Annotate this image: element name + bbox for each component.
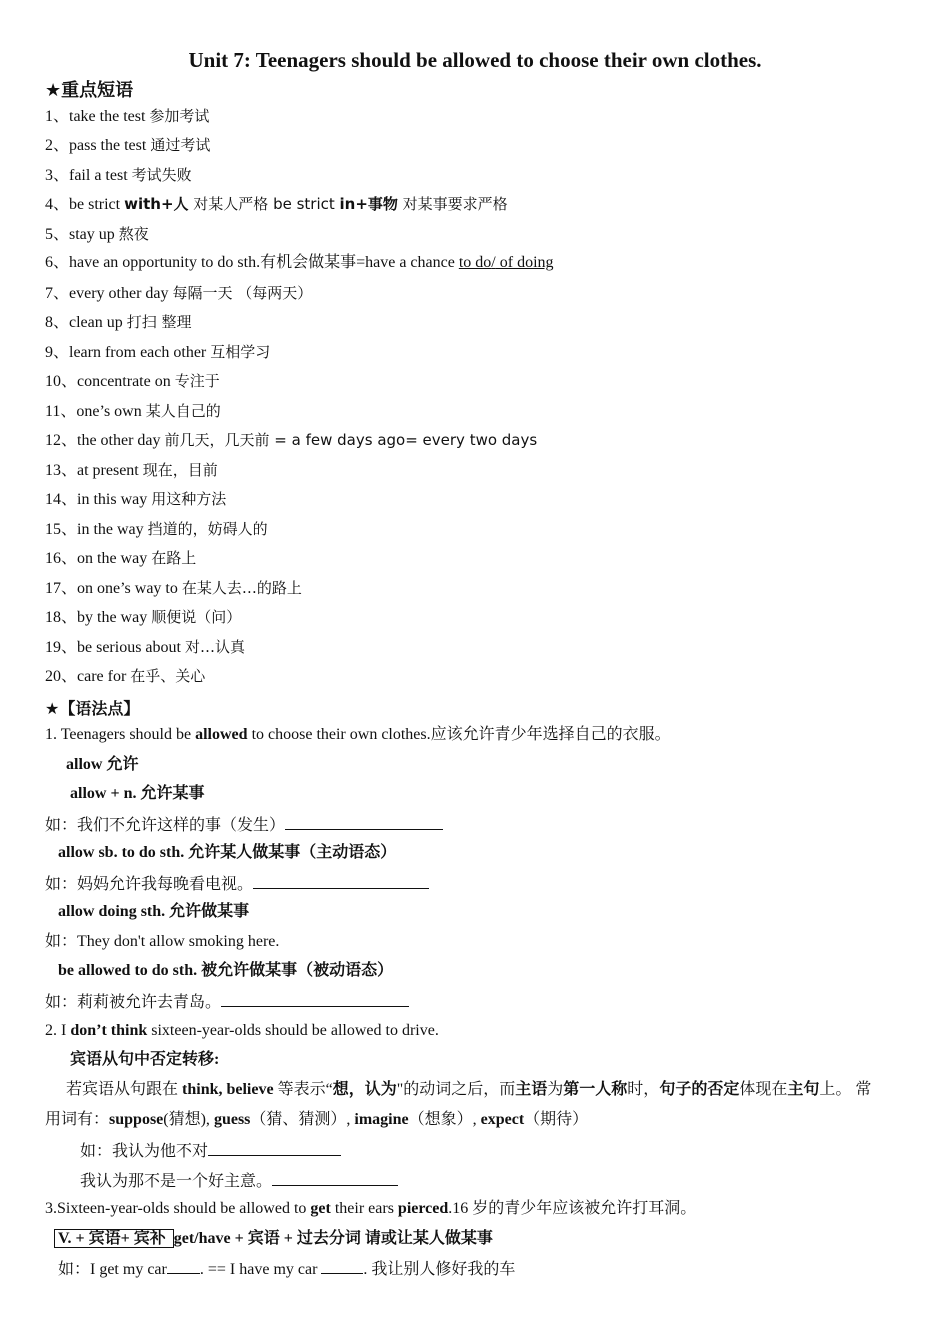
list-item: 4、be strict with+人 对某人严格 be strict in+事物 对某事要求严格 (45, 195, 508, 213)
answer-blank[interactable] (208, 1139, 341, 1156)
example-line: 如：I get my car . == I have my car . 我让别人修好我的车 (58, 1257, 515, 1281)
list-item: 14、in this way 用这种方法 (45, 490, 227, 508)
subheading-negation: 宾语从句中否定转移: (70, 1051, 220, 1068)
example-line: 如：莉莉被允许去青岛。 (45, 990, 409, 1014)
list-item: 17、on one’s way to 在某人去…的路上 (45, 579, 302, 597)
rule-be-allowed: be allowed to do sth. 被允许做某事（被动语态） (58, 962, 394, 979)
answer-blank[interactable] (167, 1257, 200, 1274)
answer-blank[interactable] (285, 813, 443, 830)
list-item: 18、by the way 顺便说（问） (45, 608, 242, 626)
list-item: 13、at present 现在，目前 (45, 461, 218, 479)
list-item: 16、on the way 在路上 (45, 549, 197, 567)
rule-allow-n: allow + n. 允许某事 (70, 785, 205, 802)
list-item: 7、every other day 每隔一天 （每两天） (45, 284, 313, 302)
grammar-point-3: 3.Sixteen-year-olds should be allowed to get their ears pierced.16 岁的青少年应该被允许打耳洞。 (45, 1200, 697, 1217)
list-item: 11、one’s own 某人自己的 (45, 402, 221, 420)
rule-allow: allow 允许 (66, 756, 139, 773)
answer-blank[interactable] (253, 872, 429, 889)
list-item: 19、be serious about 对…认真 (45, 638, 245, 656)
rule-allow-sb: allow sb. to do sth. 允许某人做某事（主动语态） (58, 844, 397, 861)
example-line: 如：妈妈允许我每晚看电视。 (45, 872, 429, 896)
list-item: 6、have an opportunity to do sth.有机会做某事=have a chance to do/ of doing (45, 254, 554, 271)
structure-rule: V. + 宾语+ 宾补 get/have + 宾语 + 过去分词 请或让某人做某事 (54, 1228, 493, 1250)
grammar-point-2: 2. I don’t think sixteen-year-olds should be allowed to drive. (45, 1022, 439, 1039)
phrases-heading: ★重点短语 (45, 80, 134, 101)
explanation-line: 用词有：suppose(猜想), guess（猜、猜测）, imagine（想象）, expect（期待） (45, 1111, 589, 1128)
rule-allow-doing: allow doing sth. 允许做某事 (58, 903, 250, 920)
structure-box: V. + 宾语+ 宾补 (54, 1229, 174, 1248)
list-item: 5、stay up 熬夜 (45, 225, 149, 243)
example-line: 如：They don't allow smoking here. (45, 933, 280, 950)
list-item: 12、the other day 前几天，几天前 = a few days ago= every two days (45, 431, 538, 449)
answer-blank[interactable] (221, 990, 409, 1007)
answer-blank[interactable] (272, 1169, 398, 1186)
list-item: 8、clean up 打扫 整理 (45, 313, 192, 331)
grammar-point-1: 1. Teenagers should be allowed to choose their own clothes.应该允许青少年选择自己的衣服。 (45, 726, 671, 743)
example-line: 我认为那不是一个好主意。 (80, 1169, 398, 1193)
explanation-line: 若宾语从句跟在 think, believe 等表示“想，认为"的动词之后，而主语为第一人称时，句子的否定体现在主句上。 常 (66, 1081, 872, 1098)
list-item: 10、concentrate on 专注于 (45, 372, 220, 390)
list-item: 2、pass the test 通过考试 (45, 136, 211, 154)
page-title: Unit 7: Teenagers should be allowed to choose their own clothes. (188, 48, 762, 72)
answer-blank[interactable] (321, 1257, 363, 1274)
example-line: 如：我们不允许这样的事（发生） (45, 813, 443, 837)
list-item: 1、take the test 参加考试 (45, 107, 210, 125)
list-item: 3、fail a test 考试失败 (45, 166, 192, 184)
list-item: 9、learn from each other 互相学习 (45, 343, 271, 361)
example-line: 如：我认为他不对 (80, 1139, 341, 1163)
grammar-heading: ★【语法点】 (45, 699, 140, 718)
list-item: 20、care for 在乎、关心 (45, 667, 206, 685)
list-item: 15、in the way 挡道的，妨碍人的 (45, 520, 268, 538)
